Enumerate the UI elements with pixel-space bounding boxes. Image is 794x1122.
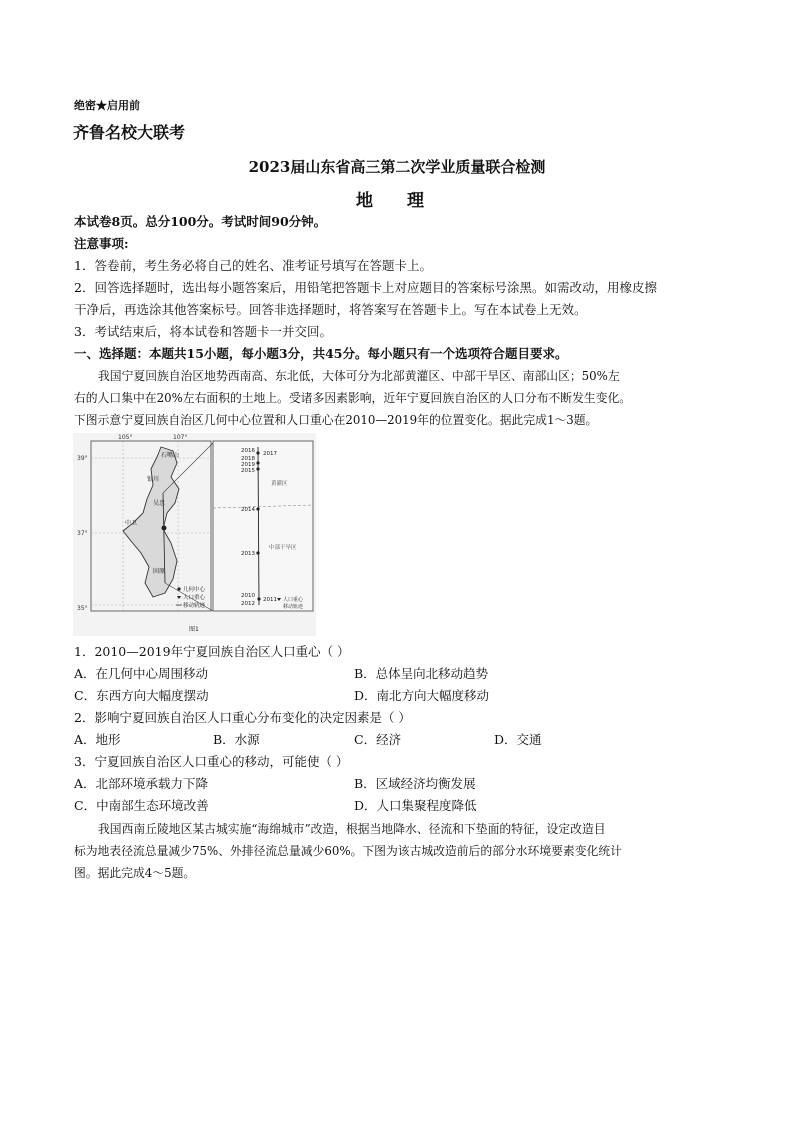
inset-year-2018: 2018 bbox=[241, 456, 255, 462]
inset-year-2011: 2011 bbox=[263, 597, 277, 603]
inset-region-arid: 中部干旱区 bbox=[269, 545, 297, 551]
notice-1: 1．答卷前，考生务必将自己的姓名、准考证号填写在答题卡上。 bbox=[74, 258, 432, 273]
intro2-line-3: 图。据此完成4～5题。 bbox=[74, 866, 196, 880]
inset-year-2016: 2016 bbox=[241, 448, 255, 454]
q2-option-b[interactable]: B．水源 bbox=[213, 732, 260, 747]
section-heading: 一、选择题：本题共15小题，每小题3分，共45分。每小题只有一个选项符合题目要求。 bbox=[74, 346, 568, 361]
figure-svg bbox=[73, 433, 316, 636]
inset-year-2015: 2015 bbox=[241, 468, 255, 474]
lon-107-label: 107° bbox=[173, 434, 188, 441]
geometric-center-marker bbox=[162, 526, 167, 531]
notice-2-cont: 干净后，再选涂其他答案标号。回答非选择题时，将答案写在答题卡上。写在本试卷上无效。 bbox=[74, 302, 587, 317]
inset-year-2012: 2012 bbox=[241, 601, 255, 607]
inset-legend-track: 移动轨迹 bbox=[283, 604, 304, 610]
subject-title: 地 理 bbox=[356, 191, 438, 211]
question-3-stem: 3．宁夏回族自治区人口重心的移动，可能使（ ） bbox=[74, 754, 349, 769]
intro1-line-1: 我国宁夏回族自治区地势西南高、东北低，大体可分为北部黄灌区、中部干旱区、南部山区；50%左 bbox=[98, 369, 620, 383]
q3-option-a[interactable]: A．北部环境承载力下降 bbox=[74, 776, 209, 791]
notice-title: 注意事项: bbox=[74, 236, 129, 251]
inset-year-2017: 2017 bbox=[263, 451, 277, 457]
confidential-label: 绝密★启用前 bbox=[74, 99, 140, 112]
city-yinchuan: 银川 bbox=[147, 476, 160, 483]
lat-35-label: 35° bbox=[77, 605, 88, 612]
inset-legend-pop: 人口重心 bbox=[283, 597, 304, 603]
lat-37-label: 37° bbox=[77, 530, 88, 537]
intro2-line-2: 标为地表径流总量减少75%、外排径流总量减少60%。下图为该古城改造前后的部分水环境要素变化统计 bbox=[74, 844, 622, 858]
q3-option-d[interactable]: D．人口集聚程度降低 bbox=[354, 798, 477, 813]
population-center-figure bbox=[73, 433, 316, 636]
q2-option-d[interactable]: D．交通 bbox=[494, 732, 542, 747]
q1-option-b[interactable]: B．总体呈向北移动趋势 bbox=[354, 666, 489, 681]
q2-option-a[interactable]: A．地形 bbox=[74, 732, 121, 747]
q1-option-c[interactable]: C．东西方向大幅度摆动 bbox=[74, 688, 209, 703]
notice-2: 2．回答选择题时，选出每小题答案后，用铅笔把答题卡上对应题目的答案标号涂黑。如需改动，用橡皮擦 bbox=[74, 280, 657, 295]
q3-option-b[interactable]: B．区域经济均衡发展 bbox=[354, 776, 476, 791]
exam-info: 本试卷8页。总分100分。考试时间90分钟。 bbox=[74, 214, 327, 229]
inset-region-irrigation: 黄灌区 bbox=[271, 481, 288, 487]
city-wuzhong: 吴忠 bbox=[153, 500, 166, 507]
inset-year-2010: 2010 bbox=[241, 593, 255, 599]
legend-geometric-center: 几何中心 bbox=[183, 587, 206, 593]
intro1-line-2: 右的人口集中在20%左右面积的土地上。受诸多因素影响，近年宁夏回族自治区的人口分布不断发生变化。 bbox=[74, 391, 632, 405]
city-guyuan: 固原 bbox=[153, 568, 166, 575]
lon-105-label: 105° bbox=[118, 434, 133, 441]
figure-caption: 图1 bbox=[189, 626, 199, 633]
exam-title: 2023届山东省高三第二次学业质量联合检测 bbox=[248, 158, 546, 176]
inset-year-2013: 2013 bbox=[241, 551, 255, 557]
intro1-line-3: 下图示意宁夏回族自治区几何中心位置和人口重心在2010—2019年的位置变化。据此完成1～3题。 bbox=[74, 413, 598, 427]
inset-year-2014: 2014 bbox=[241, 507, 255, 513]
q1-option-d[interactable]: D．南北方向大幅度移动 bbox=[354, 688, 490, 703]
question-2-stem: 2．影响宁夏回族自治区人口重心分布变化的决定因素是（ ） bbox=[74, 710, 411, 725]
q3-option-c[interactable]: C．中南部生态环境改善 bbox=[74, 798, 209, 813]
legend-track: 移动轨迹 bbox=[183, 603, 206, 609]
lat-39-label: 39° bbox=[77, 455, 88, 462]
intro2-line-1: 我国西南丘陵地区某古城实施“海绵城市”改造，根据当地降水、径流和下垫面的特征，设定改造目 bbox=[98, 822, 606, 836]
legend-population-center: 人口重心 bbox=[183, 595, 206, 601]
city-shizuishan: 石嘴山 bbox=[161, 452, 180, 459]
q2-option-c[interactable]: C．经济 bbox=[354, 732, 402, 747]
notice-3: 3．考试结束后，将本试卷和答题卡一并交回。 bbox=[74, 324, 332, 339]
organizer-name: 齐鲁名校大联考 bbox=[73, 123, 186, 142]
city-zhongwei: 中卫 bbox=[125, 520, 138, 527]
inset-frame bbox=[213, 441, 313, 611]
q1-option-a[interactable]: A．在几何中心周围移动 bbox=[74, 666, 209, 681]
question-1-stem: 1．2010—2019年宁夏回族自治区人口重心（ ） bbox=[74, 644, 350, 659]
inset-year-2019: 2019 bbox=[241, 462, 255, 468]
